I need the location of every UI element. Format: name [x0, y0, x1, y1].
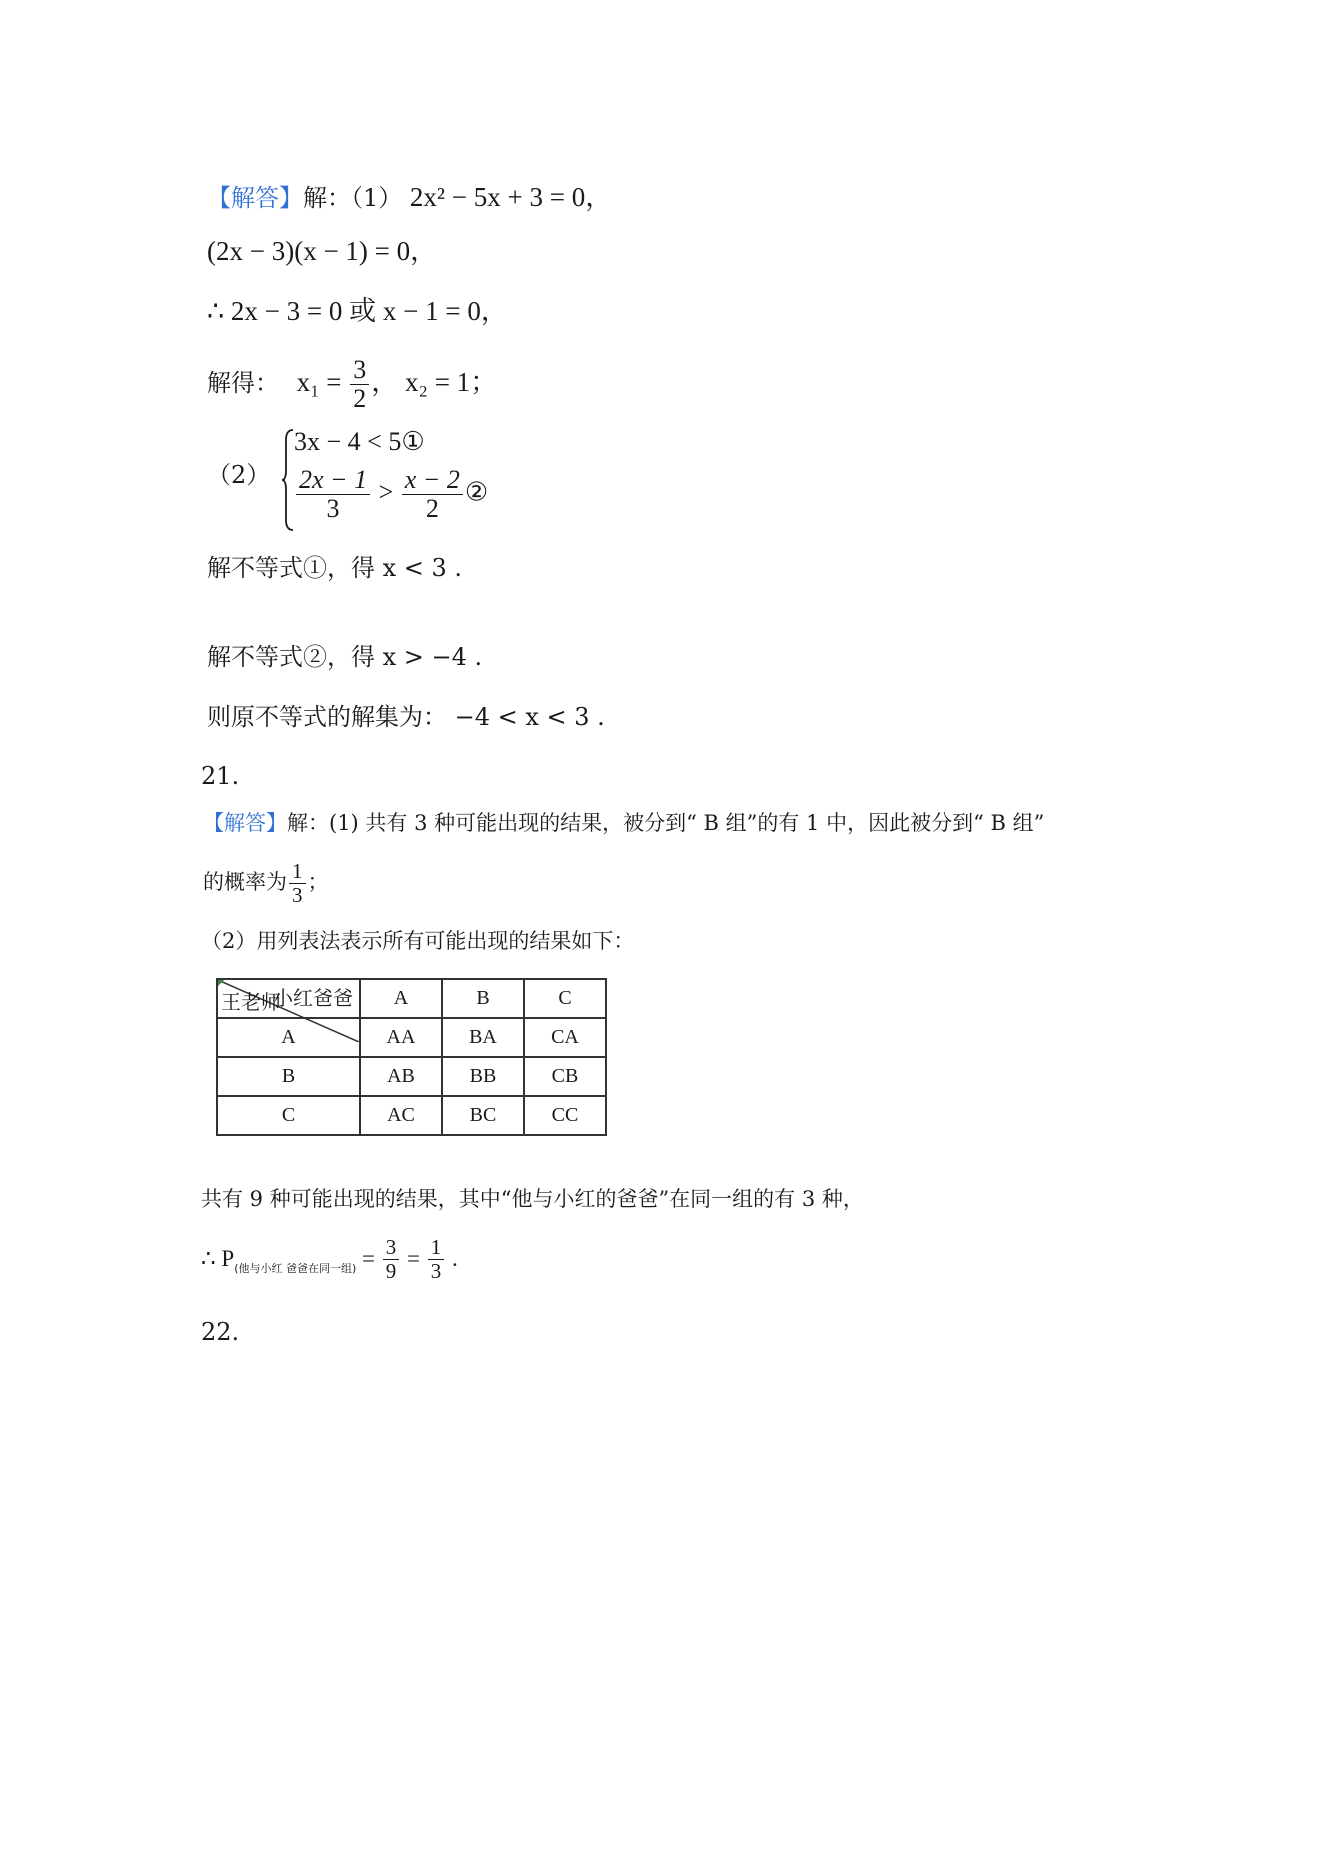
table-cell: AB: [360, 1057, 442, 1096]
question-22-number: 22.: [201, 1318, 240, 1346]
table-row: [217, 1096, 606, 1135]
system-brace: [281, 428, 295, 532]
answer21-tag: 【解答】: [203, 811, 287, 835]
quadratic-equation: 2x² − 5x + 3 = 0，: [409, 182, 613, 212]
table-row: [217, 1057, 606, 1096]
table-cell: AC: [360, 1096, 442, 1135]
ineq2-left-fraction: [296, 466, 370, 523]
inequality-1: 3x − 4 < 5①: [294, 427, 425, 456]
table-row-label: B: [217, 1057, 360, 1096]
p-subscript: (他与小红 爸爸在同一组): [234, 1261, 357, 1275]
ineq2-mark: ②: [464, 477, 489, 507]
table-cell: BB: [442, 1057, 524, 1096]
x1-denominator: 2: [353, 384, 367, 413]
part1-lead: 解：（1）: [303, 184, 403, 212]
answer21-line2: [203, 860, 329, 907]
inequality-2: [294, 466, 488, 523]
factored-equation: (2x − 3)(x − 1) = 0，: [207, 236, 438, 266]
ineq2-right-fraction: [402, 466, 463, 523]
p-lead: ∴ P: [201, 1246, 235, 1271]
x2-label: ， x₂ = 1；: [371, 367, 498, 397]
probability-result: [201, 1236, 458, 1284]
p-equals: =: [356, 1246, 381, 1271]
p-den-1: 9: [385, 1259, 397, 1283]
solve-inequality-2: 解不等式②，得 x > −4 .: [207, 643, 483, 671]
probability-num: 1: [289, 860, 306, 884]
table-cell: CC: [524, 1096, 606, 1135]
table-cell: AA: [360, 1018, 442, 1057]
table-col-header: B: [442, 979, 524, 1018]
solved-label: 解得：: [207, 369, 279, 397]
table-col-header: C: [524, 979, 606, 1018]
x1-fraction: [350, 356, 369, 413]
p-den-2: 3: [430, 1259, 442, 1283]
corner-top-label: 小红爸爸: [273, 986, 353, 1010]
table-cell: BA: [442, 1018, 524, 1057]
probability-end: ；: [307, 870, 329, 894]
therefore-line: ∴ 2x − 3 = 0 或 x − 1 = 0，: [207, 296, 508, 326]
part2-label: （2）: [207, 461, 271, 489]
x1-label: x₁ =: [296, 367, 349, 397]
ineq2-left-den: 3: [326, 494, 340, 523]
table-corner-cell: [217, 979, 360, 1018]
probability-lead: 的概率为: [203, 870, 287, 894]
table-col-header: A: [360, 979, 442, 1018]
ineq2-operator: >: [378, 477, 394, 507]
ineq2-right-den: 2: [425, 494, 439, 523]
answer-tag: 【解答】: [207, 184, 303, 212]
table-cell: CA: [524, 1018, 606, 1057]
answer21-line3: （2）用列表法表示所有可能出现的结果如下：: [201, 929, 635, 953]
corner-bottom-label: 王老师: [221, 990, 281, 1014]
answer21-line1-text: 解：(1) 共有 3 种可能出现的结果，被分到“ B 组”的有 1 中，因此被分到“ B 组”: [287, 811, 1045, 835]
x1-numerator: 3: [350, 356, 369, 385]
table-row-label: A: [217, 1018, 360, 1057]
solution-set: 则原不等式的解集为： −4 < x < 3 .: [207, 703, 605, 731]
p-fraction-2: [428, 1236, 445, 1283]
table-cell: CB: [524, 1057, 606, 1096]
question-21-number: 21.: [201, 762, 240, 790]
ineq2-right-num: x − 2: [402, 466, 463, 495]
answer20-line1: [207, 182, 612, 213]
table-header-row: [217, 979, 606, 1018]
answer21-line4: 共有 9 种可能出现的结果，其中“他与小红的爸爸”在同一组的有 3 种，: [201, 1187, 864, 1211]
table-row-label: C: [217, 1096, 360, 1135]
table-cell: BC: [442, 1096, 524, 1135]
probability-fraction: [289, 860, 306, 907]
solve-inequality-1: 解不等式①，得 x < 3 .: [207, 554, 463, 582]
p-fraction-1: [383, 1236, 400, 1283]
p-equals-2: =: [401, 1246, 426, 1271]
outcome-table: [216, 978, 607, 1136]
p-num-1: 3: [383, 1236, 400, 1260]
ineq2-left-num: 2x − 1: [296, 466, 370, 495]
solutions-line: [207, 356, 497, 413]
p-end: .: [446, 1246, 458, 1271]
probability-den: 3: [292, 883, 303, 907]
answer21-line1: [203, 808, 1044, 838]
p-num-2: 1: [428, 1236, 445, 1260]
